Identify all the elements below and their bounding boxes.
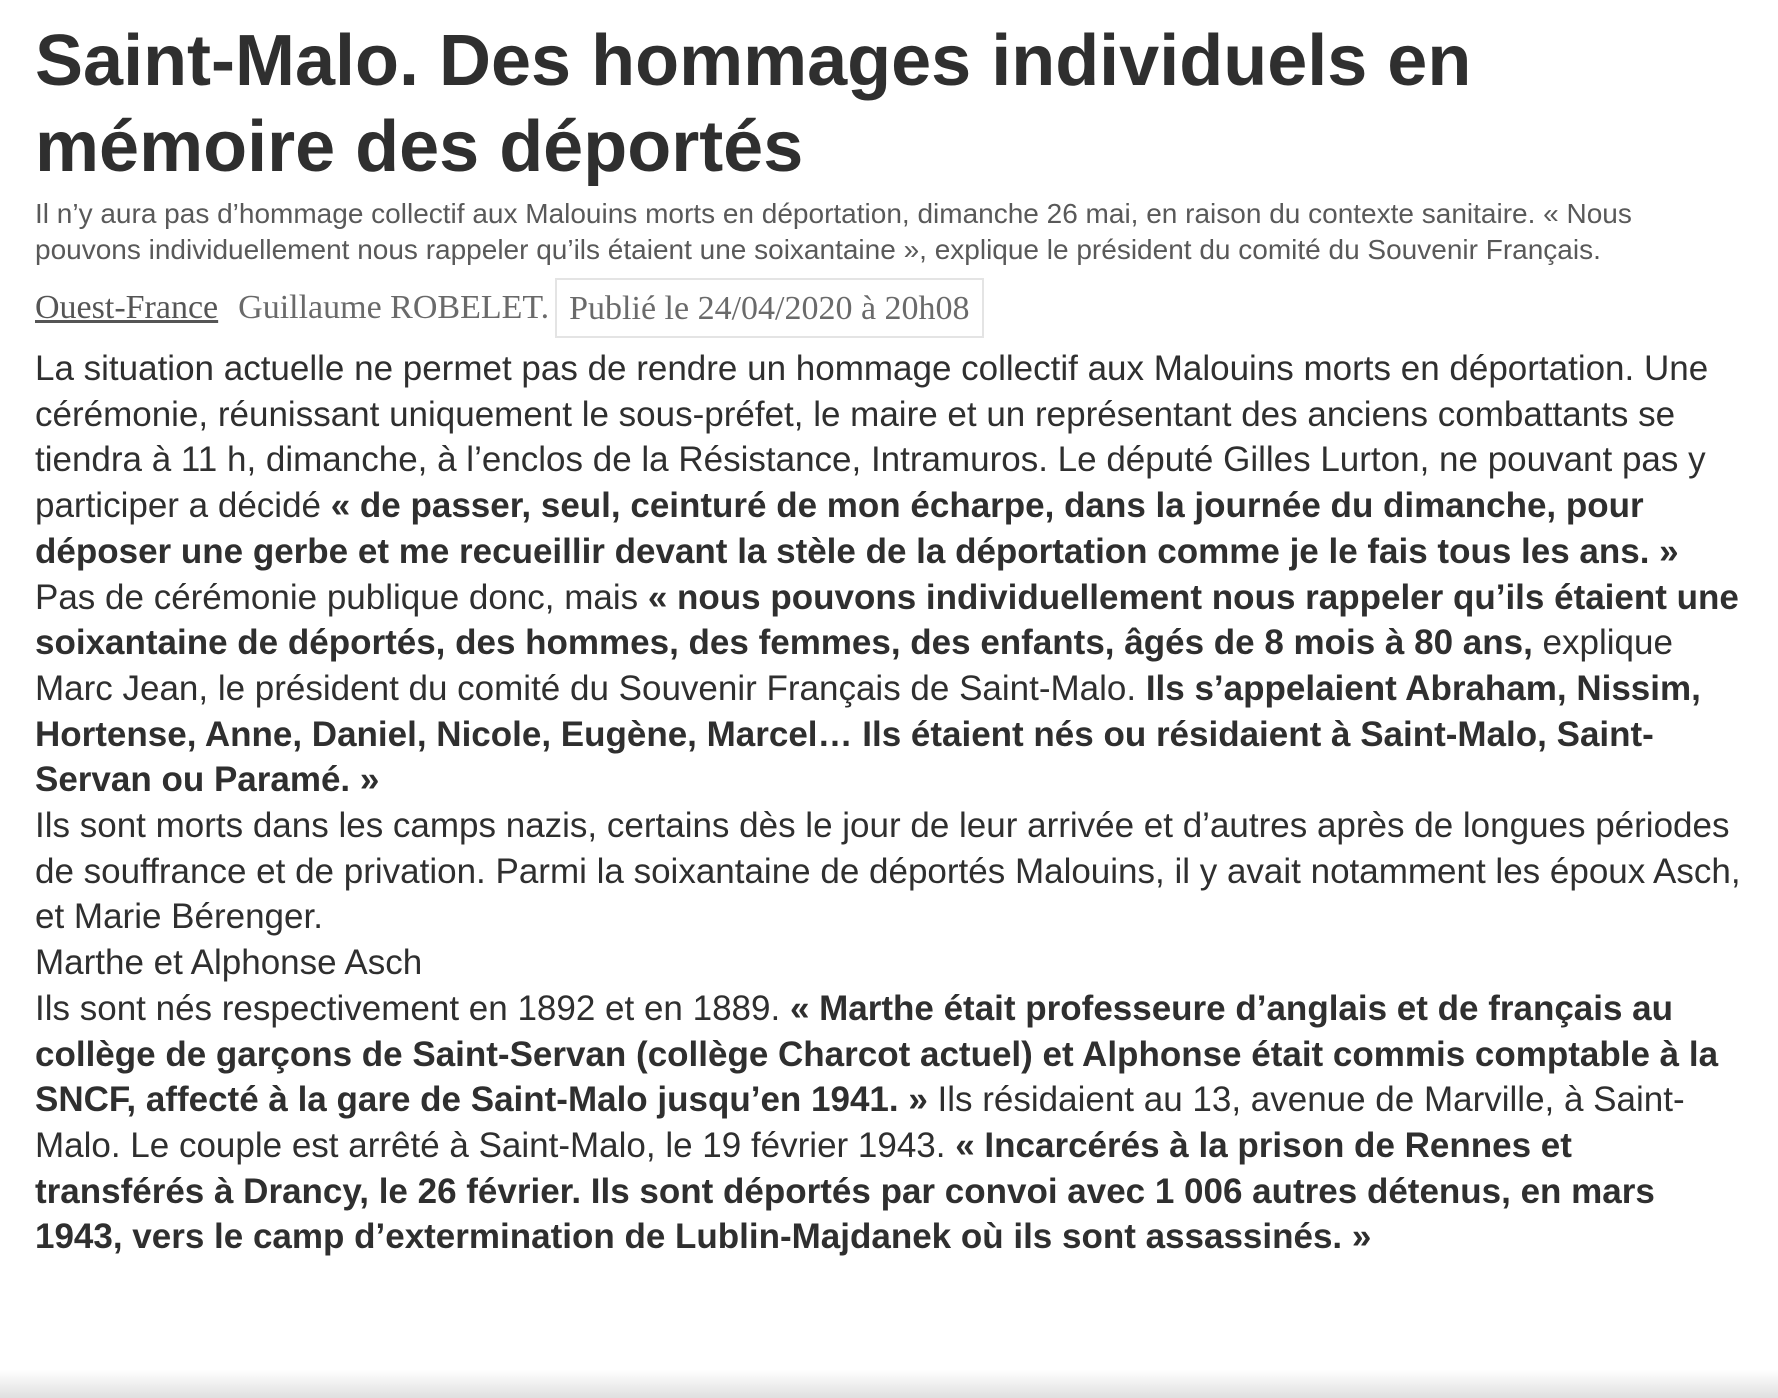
paragraph: [35, 575, 1750, 804]
article-body: [35, 346, 1750, 1260]
body-text: Ils sont nés respectivement en 1892 et en 1889.: [35, 988, 790, 1028]
body-text: Ils sont morts dans les camps nazis, certains dès le jour de leur arrivée et d’autres après de longues périodes de souffrance et de privation. Parmi la soixantaine de déportés Malouins, il y avait notamment les époux Asch, et Marie Bérenger.: [35, 806, 1741, 937]
article-lead: Il n’y aura pas d’hommage collectif aux Malouins morts en déportation, dimanche 26 mai, en raison du contexte sanitaire. « Nous pouvons individuellement nous rappeler qu’ils étaient une soixantaine », explique le président du comité du Souvenir Français.: [35, 198, 1632, 265]
bottom-fade: [0, 1370, 1778, 1398]
article: [35, 18, 1750, 1260]
quote-text: « Marthe était professeure d’anglais et de français au collège de garçons de Saint-Servan (collège Charcot actuel) et Alphonse était commis comptable à la SNCF, affecté à la gare de Saint-Malo jusqu’en 1941. »: [35, 988, 1719, 1120]
quote-text: Ils s’appelaient Abraham, Nissim, Hortense, Anne, Daniel, Nicole, Eugène, Marcel… Ils étaient nés ou résidaient à Saint-Malo, Saint-Servan ou Paramé. »: [35, 668, 1701, 800]
paragraph: [35, 346, 1750, 575]
article-title: Saint-Malo. Des hommages individuels en mémoire des déportés: [35, 21, 1472, 187]
body-text: Pas de cérémonie publique donc, mais: [35, 577, 648, 617]
publication-date: Publié le 24/04/2020 à 20h08: [555, 278, 983, 338]
quote-text: « Incarcérés à la prison de Rennes et transférés à Drancy, le 26 février. Ils sont déportés par convoi avec 1 006 autres détenus, en mars 1943, vers le camp d’extermination de Lublin-Majdanek où ils sont assassinés. »: [35, 1125, 1655, 1257]
paragraph: [35, 986, 1750, 1260]
paragraph: [35, 803, 1750, 940]
subheading-text: Marthe et Alphonse Asch: [35, 943, 423, 983]
source-link[interactable]: Ouest-France: [35, 289, 219, 326]
author-name: Guillaume ROBELET.: [238, 289, 550, 326]
quote-text: « nous pouvons individuellement nous rappeler qu’ils étaient une soixantaine de déportés, des hommes, des femmes, des enfants, âgés de 8 mois à 80 ans,: [35, 577, 1739, 663]
body-text: explique Marc Jean, le président du comité du Souvenir Français de Saint-Malo.: [35, 623, 1673, 708]
subheading: [35, 940, 1750, 986]
byline: [35, 278, 1750, 338]
quote-text: « de passer, seul, ceinturé de mon écharpe, dans la journée du dimanche, pour déposer une gerbe et me recueillir devant la stèle de la déportation comme je le fais tous les ans. »: [35, 486, 1679, 571]
body-text: La situation actuelle ne permet pas de rendre un hommage collectif aux Malouins morts en déportation. Une cérémonie, réunissant uniquement le sous-préfet, le maire et un représentant des anciens combattants se tiendra à 11 h, dimanche, à l’enclos de la Résistance, Intramuros. Le député Gilles Lurton, ne pouvant pas y participer a décidé: [35, 349, 1709, 526]
body-text: Ils résidaient au 13, avenue de Marville, à Saint-Malo. Le couple est arrêté à Saint-Malo, le 19 février 1943.: [35, 1080, 1685, 1165]
